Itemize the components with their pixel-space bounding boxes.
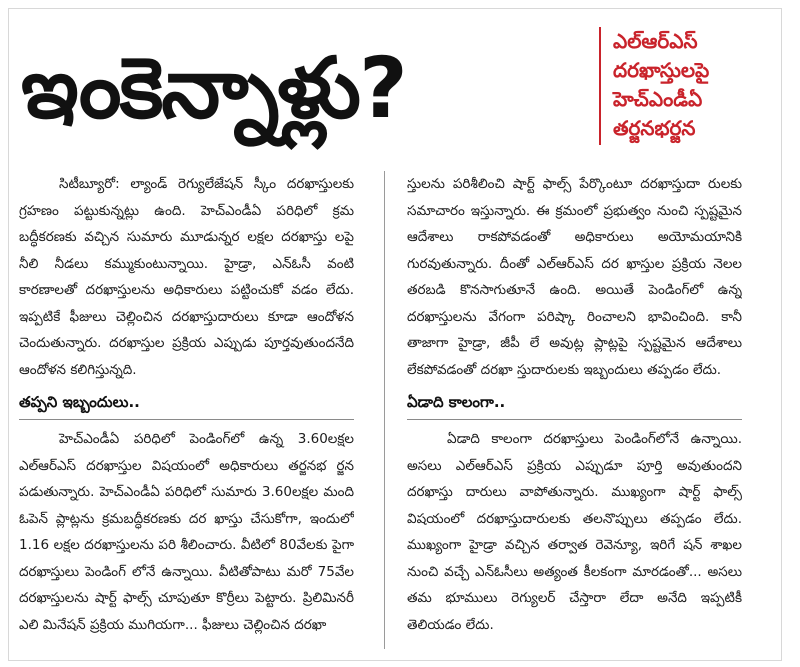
right-paragraph-1: స్తులను పరిశీలించి షార్ట్ ఫాల్స్ పేర్కొంటూ దరఖాస్తుదా రులకు సమాచారం ఇస్తున్నారు. ఈ క్రమంలో ప్రభుత్వం నుంచి స్పష్టమైన ఆదేశాలు రాకపోవడంతో అధికారులు అయోమయానికి గురవుతున్నారు. దీంతో ఎల్ఆర్ఎస్ దర ఖాస్తుల ప్రక్రియ నెలల తరబడి కొనసాగుతూనే ఉంది. అయితే పెండింగ్‌లో ఉన్న దరఖాస్తులను వేగంగా పరిష్కా రించాలని భావించింది. కానీ తాజాగా హైడ్రా, జీపీ లే అవుట్ల ప్లాట్లపై స్పష్టమైన ఆదేశాలు లేకపోవడంతో దరఖా స్తుదారులకు ఇబ్బందులు తప్పడం లేదు. — [407, 176, 742, 378]
news-clipping — [8, 8, 782, 661]
subhead-line-1: ఎల్‌ఆర్‌ఎస్ — [613, 29, 698, 53]
article-column-left — [19, 171, 354, 651]
side-subhead — [613, 27, 773, 143]
left-paragraph-1: సిటీబ్యూరో: ల్యాండ్ రెగ్యులేజేషన్ స్కీం దరఖాస్తులకు గ్రహణం పట్టుకున్నట్లు ఉంది. హెచ్ఎండీఏ పరిధిలో క్రమ బద్ధీకరణకు వచ్చిన సుమారు మూడున్నర లక్షల దరఖాస్తు లపై నీలి నీడలు కమ్ముకుంటున్నాయి. హైడ్రా, ఎన్ఓసీ వంటి కారణాలతో దరఖాస్తులను అధికారులు పట్టించుకో వడం లేదు. ఇప్పటికే ఫీజులు చెల్లించిన దరఖాస్తుదారులు కూడా ఆందోళన చెందుతున్నారు. దరఖాస్తుల ప్రక్రియ ఎప్పుడు పూర్తవుతుందనేది ఆందోళన కలిగిస్తున్నది. — [19, 176, 354, 378]
right-section-heading: ఏడాది కాలంగా.. — [407, 393, 506, 411]
left-paragraph-2: హెచ్ఎండీఏ పరిధిలో పెండింగ్‌లో ఉన్న 3.60లక్షల ఎల్ఆర్ఎస్ దరఖాస్తుల విషయంలో అధికారులు తర్జనభ ర్జన పడుతున్నారు. హెచ్ఎండీఏ పరిధిలో సుమారు 3.60లక్షల మంది ఓపెన్ ప్లాట్లను క్రమబద్ధీకరణకు దర ఖాస్తు చేసుకోగా, ఇందులో 1.16 లక్షల దరఖాస్తులను పరి శీలించారు. వీటిలో 80వేలకు పైగా దరఖాస్తులు పెండింగ్ లోనే ఉన్నాయి. వీటితోపాటు మరో 75వేల దరఖాస్తులను షార్ట్ ఫాల్స్ చూపుతూ కొర్రీలు పెట్టారు. ప్రిలిమినరీ ఎలి మినేషన్ ప్రక్రియ ముగియగా... ఫీజులు చెల్లించిన దరఖా — [19, 431, 354, 633]
subhead-line-4: తర్జనభర్జన — [613, 116, 696, 140]
subhead-line-3: హెచ్‌ఎండీఏ — [613, 87, 703, 111]
right-paragraph-2: ఏడాది కాలంగా దరఖాస్తులు పెండింగ్‌లోనే ఉన్నాయి. అసలు ఎల్ఆర్ఎస్ ప్రక్రియ ఎప్పుడూ పూర్తి అవుతుందని దరఖాస్తు దారులు వాపోతున్నారు. ముఖ్యంగా షార్ట్ ఫాల్స్ విషయంలో దరఖాస్తుదారులకు తలనొప్పులు తప్పడం లేదు. ముఖ్యంగా హైడ్రా వచ్చిన తర్వాత రెవెన్యూ, ఇరిగే షన్ శాఖల నుంచి వచ్చే ఎన్ఓసీలు అత్యంత కీలకంగా మారడంతో... అసలు తమ భూములు రెగ్యులర్ చేస్తారా లేదా అనేది ఇప్పటికీ తెలియడం లేదు. — [407, 431, 742, 633]
left-section-rule — [19, 419, 354, 420]
right-section-rule — [407, 419, 742, 420]
article-column-right — [407, 171, 742, 651]
column-divider — [384, 171, 385, 649]
subhead-line-2: దరఖాస్తులపై — [613, 58, 710, 82]
headline: ఇంకెన్నాళ్లు? — [21, 39, 406, 137]
left-section-heading: తప్పని ఇబ్బందులు.. — [19, 393, 140, 411]
subhead-divider — [599, 27, 601, 145]
